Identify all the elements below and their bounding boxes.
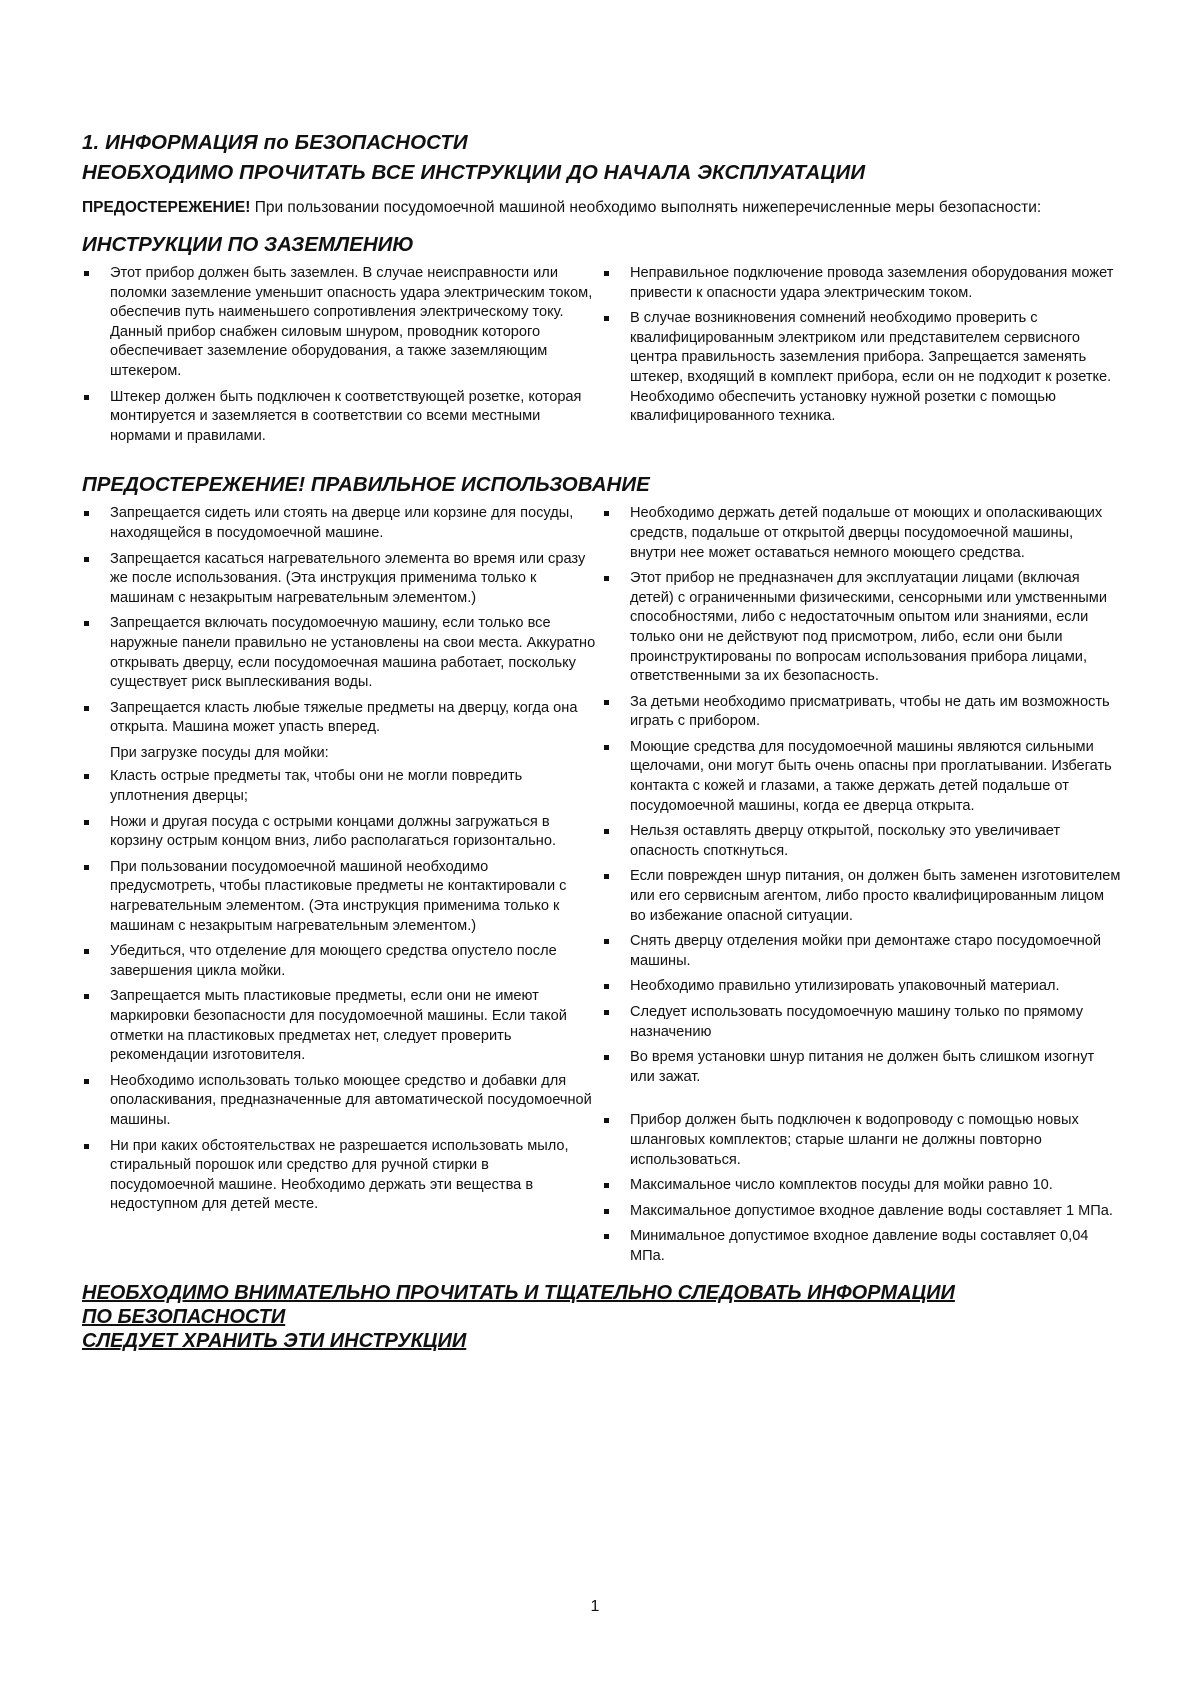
loading-subheading: При загрузке посуды для мойки:	[110, 744, 329, 761]
list-item: Запрещается включать посудомоечную машину, если только все наружные панели правильно не установлены на свои места. Аккуратно открывать дверцу, если посудомоечная машина работает, поскольку существует риск выплескивания воды.	[82, 614, 597, 692]
closing-notice-line-2: ПО БЕЗОПАСНОСТИ	[82, 1305, 286, 1328]
closing-notice-line-1: НЕОБХОДИМО ВНИМАТЕЛЬНО ПРОЧИТАТЬ И ТЩАТЕЛЬНО СЛЕДОВАТЬ ИНФОРМАЦИИ	[82, 1281, 955, 1304]
list-item: Во время установки шнур питания не должен быть слишком изогнут или зажат.	[602, 1048, 1122, 1087]
list-item: При пользовании посудомоечной машиной необходимо предусмотреть, чтобы пластиковые предметы не контактировали с нагревательным элементом. (Эта инструкция применима только к машинам с незакрытым нагревательным элементом.)	[82, 858, 597, 936]
intro-warning	[82, 198, 1117, 218]
grounding-right-column	[602, 264, 1122, 452]
grounding-columns	[82, 264, 1122, 452]
usage-columns	[82, 504, 1122, 1272]
list-item: За детьми необходимо присматривать, чтобы не дать им возможность играть с прибором.	[602, 693, 1122, 732]
page-number: 1	[590, 1598, 600, 1615]
list-item: Следует использовать посудомоечную машину только по прямому назначению	[602, 1003, 1122, 1042]
list-item: Запрещается касаться нагревательного элемента во время или сразу же после использования. (Эта инструкция применима только к машинам с незакрытым нагревательным элементом.)	[82, 550, 597, 609]
read-all-instructions-heading: НЕОБХОДИМО ПРОЧИТАТЬ ВСЕ ИНСТРУКЦИИ ДО НАЧАЛА ЭКСПЛУАТАЦИИ	[82, 161, 866, 184]
list-item: Максимальное допустимое входное давление воды составляет 1 МПа.	[602, 1202, 1122, 1222]
list-item: Этот прибор не предназначен для эксплуатации лицами (включая детей) с ограниченными физическими, сенсорными или умственными способностями, либо с недостаточным опытом или знаниями, если только они не действуют под присмотром, либо, если они были проинструктированы по вопросам использования прибора лицами, ответственными за их безопасность.	[602, 569, 1122, 687]
closing-notice	[82, 1281, 1122, 1353]
list-item: Штекер должен быть подключен к соответствующей розетке, которая монтируется и заземляется в соответствии со всеми местными нормами и правилами.	[82, 388, 597, 447]
list-item: Запрещается сидеть или стоять на дверце или корзине для посуды, находящейся в посудомоечной машине.	[82, 504, 597, 543]
list-item: Этот прибор должен быть заземлен. В случае неисправности или поломки заземление уменьшит опасность удара электрическим током, обеспечив путь наименьшего сопротивления электрическому току. Данный прибор снабжен силовым шнуром, проводник которого обеспечивает заземление оборудования, а также заземляющим штекером.	[82, 264, 597, 382]
list-item: Ножи и другая посуда с острыми концами должны загружаться в корзину острым концом вниз, либо располагаться горизонтально.	[82, 813, 597, 852]
list-item: Необходимо правильно утилизировать упаковочный материал.	[602, 977, 1122, 997]
section-title: 1. ИНФОРМАЦИЯ по БЕЗОПАСНОСТИ	[82, 131, 468, 154]
usage-heading: ПРЕДОСТЕРЕЖЕНИЕ! ПРАВИЛЬНОЕ ИСПОЛЬЗОВАНИЕ	[82, 473, 650, 497]
list-item: Прибор должен быть подключен к водопроводу с помощью новых шланговых комплектов; старые шланги не должны повторно использоваться.	[602, 1111, 1122, 1170]
list-item: Запрещается класть любые тяжелые предметы на дверцу, когда она открыта. Машина может упасть вперед.	[82, 699, 597, 738]
intro-warning-label: ПРЕДОСТЕРЕЖЕНИЕ!	[82, 199, 251, 216]
list-item: Необходимо использовать только моющее средство и добавки для ополаскивания, предназначенные для автоматической посудомоечной машины.	[82, 1072, 597, 1131]
list-item: Нельзя оставлять дверцу открытой, поскольку это увеличивает опасность споткнуться.	[602, 822, 1122, 861]
list-item: Необходимо держать детей подальше от моющих и ополаскивающих средств, подальше от открытой дверцы посудомоечной машины, внутри нее может оставаться немного моющего средства.	[602, 504, 1122, 563]
list-item: Убедиться, что отделение для моющего средства опустело после завершения цикла мойки.	[82, 942, 597, 981]
list-item: Если поврежден шнур питания, он должен быть заменен изготовителем или его сервисным агентом, либо просто квалифицированным лицом во избежание опасной ситуации.	[602, 867, 1122, 926]
usage-right-column	[602, 504, 1122, 1272]
closing-notice-line-3: СЛЕДУЕТ ХРАНИТЬ ЭТИ ИНСТРУКЦИИ	[82, 1329, 467, 1352]
list-item: Запрещается мыть пластиковые предметы, если они не имеют маркировки безопасности для посудомоечной машины. Если такой отметки на пластиковых предметах нет, следует проверить рекомендации изготовителя.	[82, 987, 597, 1065]
list-item: Неправильное подключение провода заземления оборудования может привести к опасности удара электрическим током.	[602, 264, 1122, 303]
grounding-heading: ИНСТРУКЦИИ ПО ЗАЗЕМЛЕНИЮ	[82, 233, 414, 256]
usage-left-column	[82, 504, 597, 1272]
intro-warning-text: При пользовании посудомоечной машиной необходимо выполнять нижеперечисленные меры безопасности:	[250, 199, 1042, 216]
list-item: Класть острые предметы так, чтобы они не могли повредить уплотнения дверцы;	[82, 767, 597, 806]
list-item: Минимальное допустимое входное давление воды составляет 0,04 МПа.	[602, 1227, 1122, 1266]
list-item: Снять дверцу отделения мойки при демонтаже старо посудомоечной машины.	[602, 932, 1122, 971]
list-item: Ни при каких обстоятельствах не разрешается использовать мыло, стиральный порошок или средство для ручной стирки в посудомоечной машине. Необходимо держать эти вещества в недоступном для детей месте.	[82, 1137, 597, 1215]
document-page	[82, 128, 1122, 1353]
list-item: Максимальное число комплектов посуды для мойки равно 10.	[602, 1176, 1122, 1196]
list-item: Моющие средства для посудомоечной машины являются сильными щелочами, они могут быть очень опасны при проглатывании. Избегать контакта с кожей и глазами, а также держать детей подальше от посудомоечной машины, когда ее дверца открыта.	[602, 738, 1122, 816]
grounding-left-column	[82, 264, 597, 452]
list-item: В случае возникновения сомнений необходимо проверить с квалифицированным электриком или представителем сервисного центра правильность заземления прибора. Запрещается заменять штекер, входящий в комплект прибора, если он не подходит к розетке. Необходимо обеспечить установку нужной розетки с помощью квалифицированного техника.	[602, 309, 1122, 427]
